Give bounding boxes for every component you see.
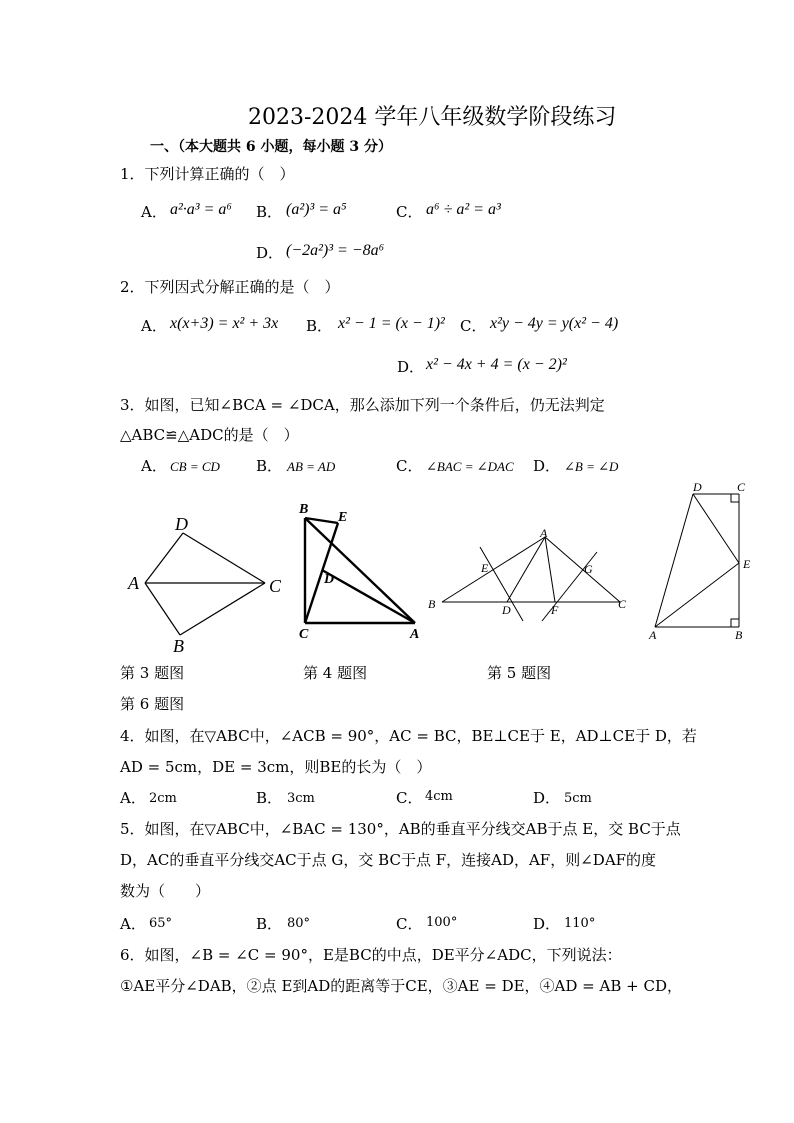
fig4-label-a: A	[410, 627, 420, 642]
fig5-segment-af	[545, 537, 555, 602]
q2-option-a: x(x+3) = x² + 3x	[170, 315, 279, 332]
q4-option-b: 3cm	[287, 791, 315, 806]
fig3-label-c: C	[269, 576, 282, 596]
fig4-label-e: E	[338, 510, 348, 525]
q3-option-c-label: C．	[396, 457, 423, 475]
fig4-label-c: C	[299, 627, 309, 642]
fig3-label-b: B	[173, 636, 184, 656]
q1-option-d-label: D．	[256, 244, 284, 262]
q5-option-a: 65°	[149, 916, 173, 931]
q5-option-c-label: C．	[396, 915, 423, 933]
fig6-caption: 第 6 题图	[120, 695, 185, 713]
q3-stem-line1: 3．如图，已知∠BCA = ∠DCA，那么添加下列一个条件后，仍无法判定	[120, 396, 605, 414]
figure-5	[425, 525, 635, 625]
q5-stem-line1: 5．如图，在▽ABC中，∠BAC = 130°，AB的垂直平分线交AB于点 E，交 BC于点	[120, 820, 681, 838]
q4-option-c: 4cm	[425, 789, 453, 804]
fig5-label-b: B	[428, 597, 436, 611]
q5-stem-line2: D，AC的垂直平分线交AC于点 G，交 BC于点 F，连接AD，AF，则∠DAF的度	[120, 851, 657, 869]
q3-option-d-label: D．	[533, 457, 561, 475]
q2-option-c: x²y − 4y = y(x² − 4)	[490, 315, 619, 332]
figure-4	[290, 498, 430, 643]
page-title: 2023-2024 学年八年级数学阶段练习	[248, 105, 617, 130]
q2-option-a-label: A．	[141, 317, 167, 335]
q5-option-b: 80°	[287, 916, 311, 931]
fig6-segment-ae	[655, 563, 739, 627]
fig6-edge-ad	[655, 494, 693, 627]
q4-stem-line2: AD = 5cm，DE = 3cm，则BE的长为（ ）	[120, 758, 432, 776]
fig6-segment-de	[693, 494, 739, 563]
q1-option-b: (a²)³ = a⁵	[286, 201, 347, 218]
fig5-label-f: F	[551, 603, 559, 617]
q2-option-b: x² − 1 = (x − 1)²	[338, 315, 445, 332]
fig6-label-e: E	[743, 557, 751, 571]
q1-option-c: a⁶ ÷ a² = a³	[426, 201, 501, 218]
q2-stem: 2．下列因式分解正确的是（ ）	[120, 278, 340, 296]
fig3-edge-ad	[145, 533, 183, 583]
q4-option-d-label: D．	[533, 789, 561, 807]
q1-option-a-label: A．	[141, 203, 167, 221]
q5-option-c: 100°	[426, 915, 458, 930]
q4-stem-line1: 4．如图，在▽ABC中，∠ACB = 90°，AC = BC，BE⊥CE于 E，AD⊥CE于 D，若	[120, 727, 697, 745]
q5-option-a-label: A．	[120, 915, 146, 933]
q3-option-c: ∠BAC = ∠DAC	[426, 459, 514, 474]
q5-option-d: 110°	[564, 916, 596, 931]
q4-option-c-label: C．	[396, 789, 423, 807]
fig5-label-a: A	[540, 526, 548, 540]
q4-option-a: 2cm	[149, 791, 177, 806]
q3-option-a: CB = CD	[170, 459, 220, 474]
fig6-label-c: C	[737, 480, 746, 494]
figure-3	[120, 508, 295, 658]
q2-option-d-label: D．	[397, 358, 425, 376]
fig3-edge-bc	[180, 583, 265, 635]
fig4-label-b: B	[299, 502, 309, 517]
fig3-caption: 第 3 题图	[120, 664, 185, 682]
fig5-segment-ad	[507, 537, 545, 602]
fig5-label-e: E	[481, 561, 489, 575]
fig6-right-angle-c	[731, 494, 739, 502]
fig4-caption: 第 4 题图	[303, 664, 368, 682]
q2-option-c-label: C．	[460, 317, 487, 335]
q1-option-d: (−2a²)³ = −8a⁶	[286, 242, 385, 259]
q5-stem-line3: 数为（ ）	[120, 882, 211, 900]
q4-option-a-label: A．	[120, 789, 146, 807]
q2-option-d: x² − 4x + 4 = (x − 2)²	[426, 356, 567, 373]
fig5-label-g: G	[584, 562, 593, 576]
fig6-label-d: D	[693, 480, 702, 494]
fig5-label-d: D	[502, 603, 511, 617]
fig6-label-a: A	[649, 628, 657, 642]
q2-option-b-label: B．	[306, 317, 333, 335]
fig4-label-d: D	[324, 572, 335, 587]
q3-stem-line2: △ABC≌△ADC的是（ ）	[120, 426, 299, 444]
q4-option-d: 5cm	[564, 791, 592, 806]
q1-stem: 1．下列计算正确的（ ）	[120, 165, 295, 183]
q1-option-c-label: C．	[396, 203, 423, 221]
q6-stem-line1: 6．如图，∠B = ∠C = 90°，E是BC的中点，DE平分∠ADC，下列说法：	[120, 946, 622, 964]
fig3-label-a: A	[128, 573, 139, 593]
fig3-edge-dc	[183, 533, 265, 583]
q3-option-b-label: B．	[256, 457, 283, 475]
q1-option-b-label: B．	[256, 203, 283, 221]
figure-6	[645, 480, 760, 645]
q1-option-a: a²·a³ = a⁶	[170, 201, 232, 218]
section-heading: 一、（本大题共 6 小题，每小题 3 分）	[150, 139, 392, 155]
q3-option-b: AB = AD	[287, 459, 336, 474]
fig3-label-d: D	[175, 514, 188, 534]
fig6-right-angle-b	[731, 619, 739, 627]
fig5-caption: 第 5 题图	[487, 664, 552, 682]
fig3-edge-ab	[145, 583, 180, 635]
fig5-label-c: C	[618, 597, 627, 611]
q5-option-b-label: B．	[256, 915, 283, 933]
q4-option-b-label: B．	[256, 789, 283, 807]
q3-option-d: ∠B = ∠D	[564, 459, 619, 474]
fig6-label-b: B	[735, 628, 743, 642]
q6-stem-line2: ①AE平分∠DAB，②点 E到AD的距离等于CE，③AE = DE，④AD = AB + CD，	[120, 977, 682, 995]
q5-option-d-label: D．	[533, 915, 561, 933]
q3-option-a-label: A．	[141, 457, 167, 475]
